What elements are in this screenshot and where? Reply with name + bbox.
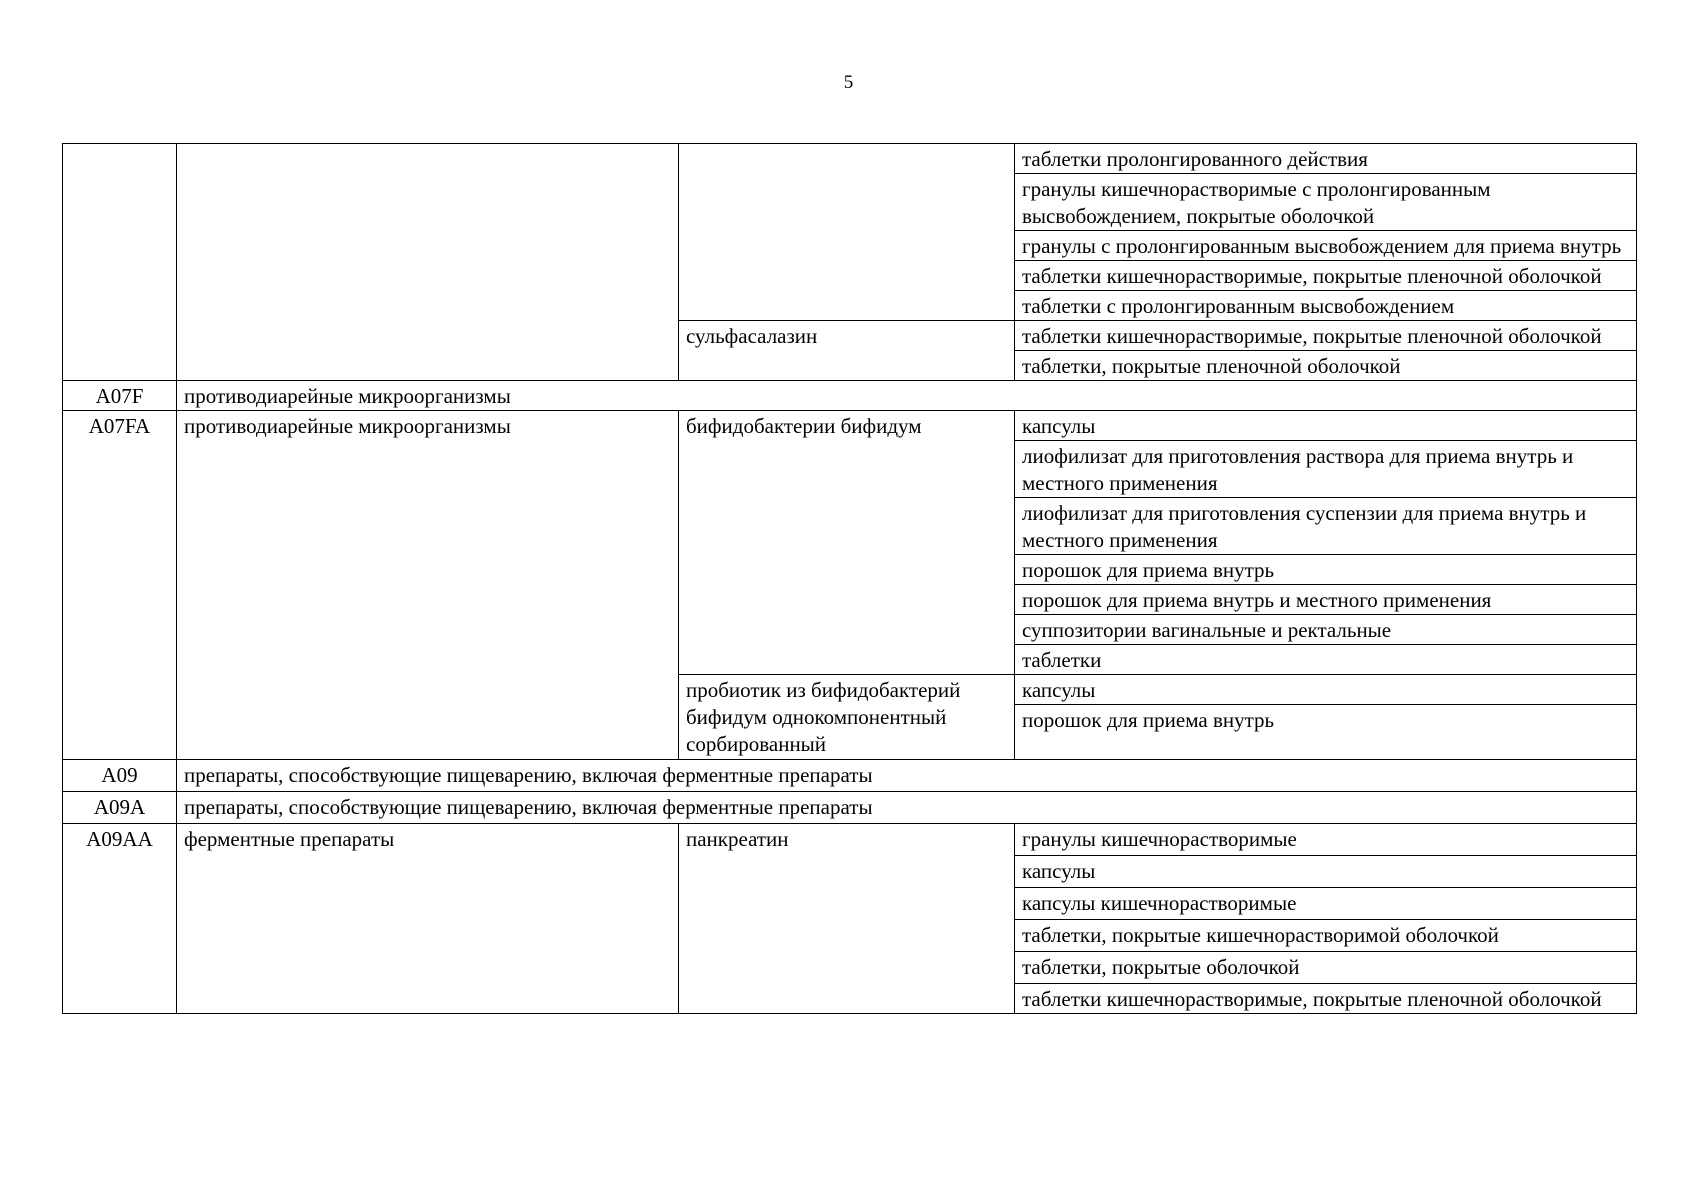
form-cell: таблетки кишечнорастворимые, покрытые пленочной оболочкой (1015, 321, 1637, 351)
name-cell: препараты, способствующие пищеварению, включая ферментные препараты (177, 792, 1637, 824)
name-cell: препараты, способствующие пищеварению, включая ферментные препараты (177, 760, 1637, 792)
form-cell: гранулы кишечнорастворимые с пролонгированным высвобождением, покрытые оболочкой (1015, 174, 1637, 231)
form-cell: капсулы кишечнорастворимые (1015, 888, 1637, 920)
form-cell: порошок для приема внутрь (1015, 705, 1637, 760)
form-cell: таблетки (1015, 645, 1637, 675)
code-cell: A07FA (63, 411, 177, 760)
code-cell: A07F (63, 381, 177, 411)
form-cell: таблетки, покрытые пленочной оболочкой (1015, 351, 1637, 381)
code-cell: A09 (63, 760, 177, 792)
form-cell: капсулы (1015, 856, 1637, 888)
form-cell: таблетки, покрытые кишечнорастворимой оболочкой (1015, 920, 1637, 952)
code-cell: A09A (63, 792, 177, 824)
form-cell: суппозитории вагинальные и ректальные (1015, 615, 1637, 645)
code-cell (63, 144, 177, 381)
name-cell: противодиарейные микроорганизмы (177, 411, 679, 760)
form-cell: таблетки с пролонгированным высвобождением (1015, 291, 1637, 321)
form-cell: лиофилизат для приготовления суспензии для приема внутрь и местного применения (1015, 498, 1637, 555)
form-cell: гранулы с пролонгированным высвобождением для приема внутрь (1015, 231, 1637, 261)
form-cell: таблетки кишечнорастворимые, покрытые пленочной оболочкой (1015, 261, 1637, 291)
table-row (63, 144, 1637, 174)
name-cell (177, 144, 679, 381)
medication-table (62, 143, 1637, 1014)
form-cell: таблетки пролонгированного действия (1015, 144, 1637, 174)
drug-cell: сульфасалазин (679, 321, 1015, 381)
code-cell: A09AA (63, 824, 177, 1014)
table-row (63, 381, 1637, 411)
table-row (63, 760, 1637, 792)
form-cell: капсулы (1015, 675, 1637, 705)
table-row (63, 824, 1637, 856)
form-cell: порошок для приема внутрь (1015, 555, 1637, 585)
name-cell: ферментные препараты (177, 824, 679, 1014)
form-cell: порошок для приема внутрь и местного применения (1015, 585, 1637, 615)
drug-cell (679, 144, 1015, 321)
drug-cell: бифидобактерии бифидум (679, 411, 1015, 675)
table-row (63, 411, 1637, 441)
table-row (63, 792, 1637, 824)
name-cell: противодиарейные микроорганизмы (177, 381, 1637, 411)
drug-cell: пробиотик из бифидобактерий бифидум однокомпонентный сорбированный (679, 675, 1015, 760)
drug-cell: панкреатин (679, 824, 1015, 1014)
page-number: 5 (843, 72, 854, 93)
form-cell: гранулы кишечнорастворимые (1015, 824, 1637, 856)
form-cell: таблетки, покрытые оболочкой (1015, 952, 1637, 984)
form-cell: капсулы (1015, 411, 1637, 441)
form-cell: лиофилизат для приготовления раствора для приема внутрь и местного применения (1015, 441, 1637, 498)
form-cell: таблетки кишечнорастворимые, покрытые пленочной оболочкой (1015, 984, 1637, 1014)
